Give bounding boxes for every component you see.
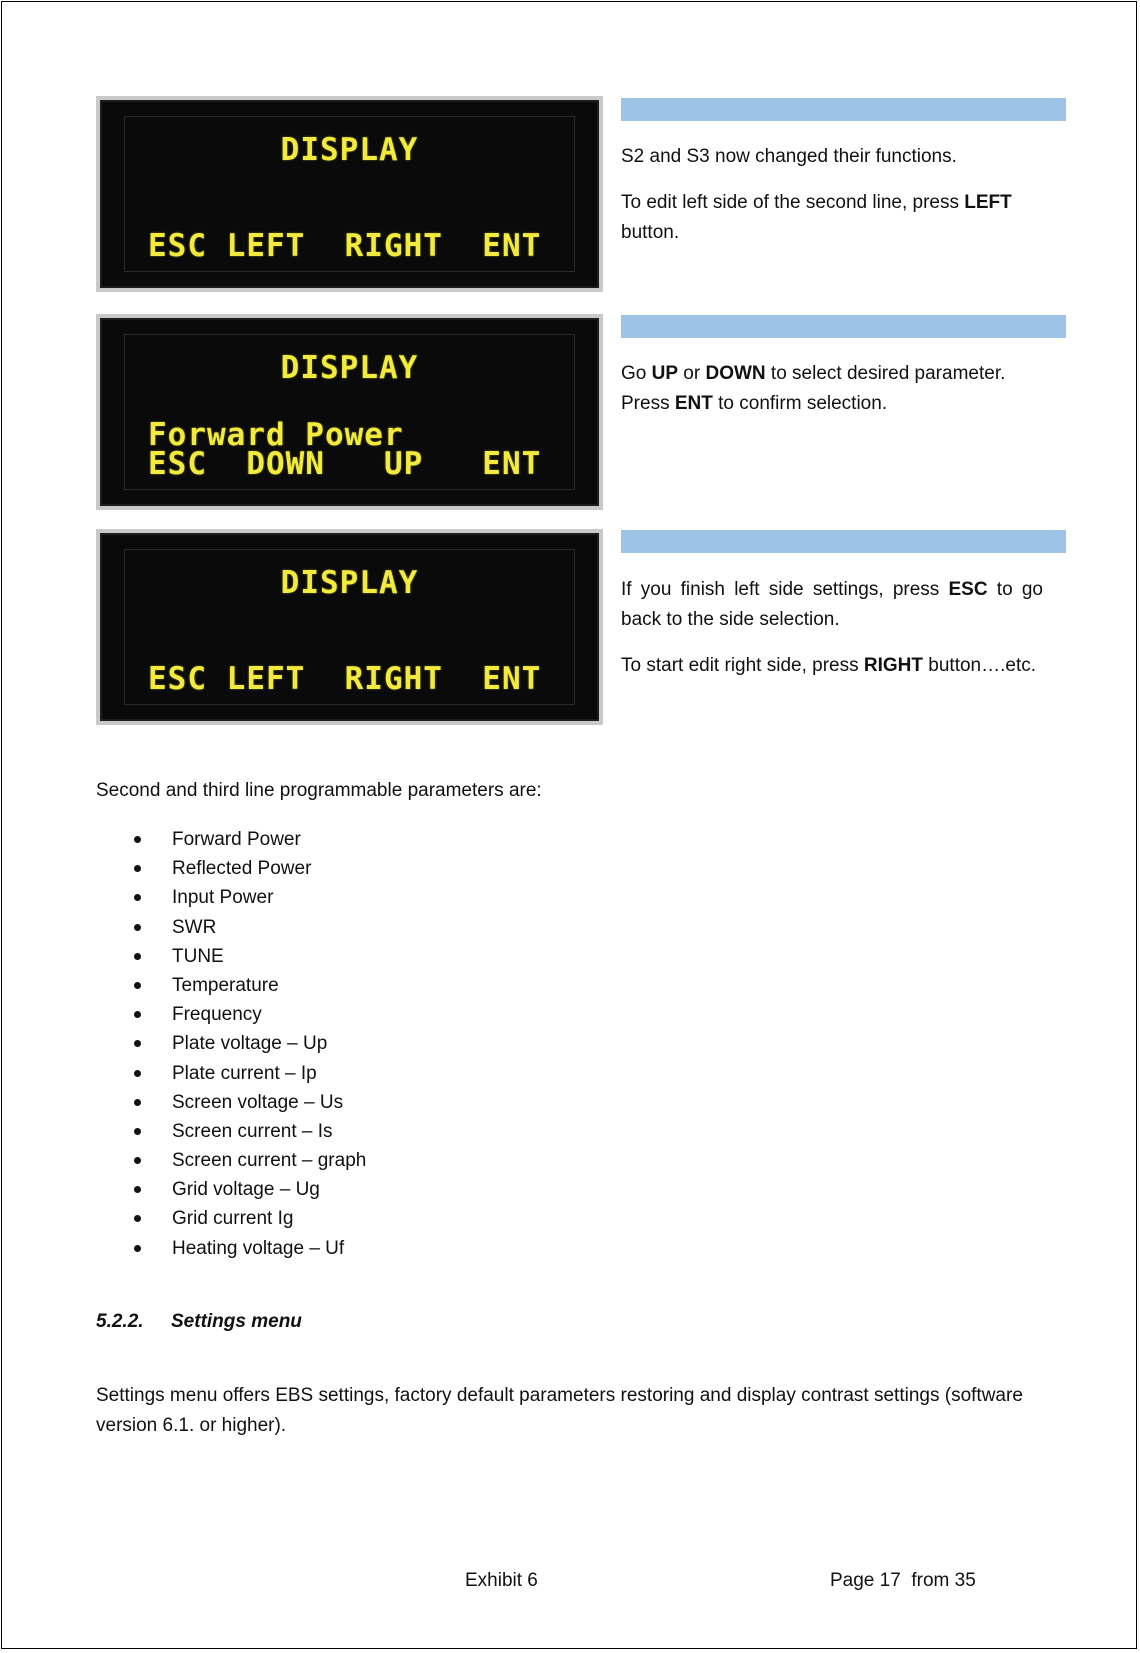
description-paragraph xyxy=(621,359,1043,419)
section-heading xyxy=(96,1307,302,1337)
list-item xyxy=(96,1204,366,1233)
text-run: S2 and S3 now changed their functions. xyxy=(621,146,957,167)
description-paragraph xyxy=(621,651,1043,681)
bullet-icon xyxy=(134,924,141,931)
lcd-photo-3 xyxy=(96,529,603,725)
description-paragraph xyxy=(621,575,1043,635)
parameter-name: Grid current Ig xyxy=(172,1208,294,1230)
bullet-icon xyxy=(134,865,141,872)
panel-2-header-bar xyxy=(621,315,1066,338)
list-item xyxy=(96,1059,366,1088)
list-item xyxy=(96,971,366,1000)
list-item xyxy=(96,1000,366,1029)
list-item xyxy=(96,1146,366,1175)
text-run: To edit left side of the second line, press xyxy=(621,192,965,213)
text-run: or xyxy=(678,363,706,384)
text-run: to confirm selection. xyxy=(712,393,888,414)
key-name: RIGHT xyxy=(863,655,923,676)
bullet-icon xyxy=(134,894,141,901)
bullet-icon xyxy=(134,953,141,960)
bullet-icon xyxy=(134,1128,141,1135)
text-run: button. xyxy=(621,222,680,243)
parameter-name: Screen current – graph xyxy=(172,1150,367,1172)
panel-3-description xyxy=(621,575,1043,697)
lcd-parameter: Forward Power xyxy=(148,417,404,453)
panel-3-header-bar xyxy=(621,530,1066,553)
lcd-title: DISPLAY xyxy=(280,565,419,601)
footer-exhibit: Exhibit 6 xyxy=(465,1570,538,1591)
text-run: to go back to the side selection. xyxy=(621,579,1043,630)
lcd-screen xyxy=(100,100,599,288)
list-item xyxy=(96,854,366,883)
lcd-screen xyxy=(100,533,599,721)
text-run: If you finish left side settings, press xyxy=(621,579,949,600)
list-item xyxy=(96,942,366,971)
parameter-name: Frequency xyxy=(172,1004,262,1026)
settings-paragraph: Settings menu offers EBS settings, factory default parameters restoring and display contrast settings (software version 6.1. or higher). xyxy=(96,1385,1023,1436)
list-item xyxy=(96,1088,366,1117)
key-name: DOWN xyxy=(705,363,766,384)
list-item xyxy=(96,1117,366,1146)
section-number: 5.2.2. xyxy=(96,1311,144,1332)
list-item xyxy=(96,1234,366,1263)
parameter-name: Screen current – Is xyxy=(172,1120,333,1142)
bullet-icon xyxy=(134,1157,141,1164)
key-name: LEFT xyxy=(964,192,1012,213)
list-item xyxy=(96,883,366,912)
lcd-screen xyxy=(100,318,599,506)
params-intro: Second and third line programmable parameters are: xyxy=(96,780,542,801)
lcd-softkeys: ESC DOWN UP ENT xyxy=(148,446,542,482)
description-paragraph xyxy=(621,142,1043,172)
parameter-name: Heating voltage – Uf xyxy=(172,1237,345,1259)
parameter-name: Forward Power xyxy=(172,829,301,850)
key-name: ENT xyxy=(674,393,713,414)
list-item xyxy=(96,825,366,854)
key-name: ESC xyxy=(948,579,988,600)
bullet-icon xyxy=(134,1040,141,1047)
panel-1-description xyxy=(621,142,1043,264)
footer-page-number: Page 17 from 35 xyxy=(830,1570,976,1591)
lcd-photo-2 xyxy=(96,314,603,510)
parameter-name: Input Power xyxy=(172,887,274,909)
bullet-icon xyxy=(134,836,141,843)
bullet-icon xyxy=(134,1099,141,1106)
key-name: UP xyxy=(651,363,679,384)
parameter-name: Reflected Power xyxy=(172,858,312,880)
text-run: To start edit right side, press xyxy=(621,655,864,676)
parameter-name: SWR xyxy=(172,916,217,938)
bullet-icon xyxy=(134,982,141,989)
bullet-icon xyxy=(134,1215,141,1222)
description-paragraph xyxy=(621,188,1043,248)
bullet-icon xyxy=(134,1070,141,1077)
panel-2-description xyxy=(621,359,1043,435)
lcd-title: DISPLAY xyxy=(280,132,419,168)
list-item xyxy=(96,1029,366,1058)
text-run: button….etc. xyxy=(923,655,1037,676)
list-item xyxy=(96,1175,366,1204)
panel-1-header-bar xyxy=(621,98,1066,121)
list-item xyxy=(96,913,366,942)
text-run: Go xyxy=(621,363,652,384)
lcd-photo-1 xyxy=(96,96,603,292)
section-title: Settings menu xyxy=(171,1311,302,1332)
parameter-list xyxy=(96,825,366,1263)
lcd-softkeys: ESC LEFT RIGHT ENT xyxy=(148,228,542,264)
parameter-name: Screen voltage – Us xyxy=(172,1091,344,1113)
parameter-name: Temperature xyxy=(172,974,279,996)
parameter-name: Plate current – Ip xyxy=(172,1062,317,1084)
bullet-icon xyxy=(134,1245,141,1252)
parameter-name: TUNE xyxy=(172,945,224,967)
parameter-name: Grid voltage – Ug xyxy=(172,1179,320,1201)
lcd-softkeys: ESC LEFT RIGHT ENT xyxy=(148,661,542,697)
bullet-icon xyxy=(134,1011,141,1018)
text-run: to select desired parameter. Press xyxy=(621,363,1006,414)
bullet-icon xyxy=(134,1186,141,1193)
lcd-title: DISPLAY xyxy=(280,350,419,386)
parameter-name: Plate voltage – Up xyxy=(172,1033,328,1055)
